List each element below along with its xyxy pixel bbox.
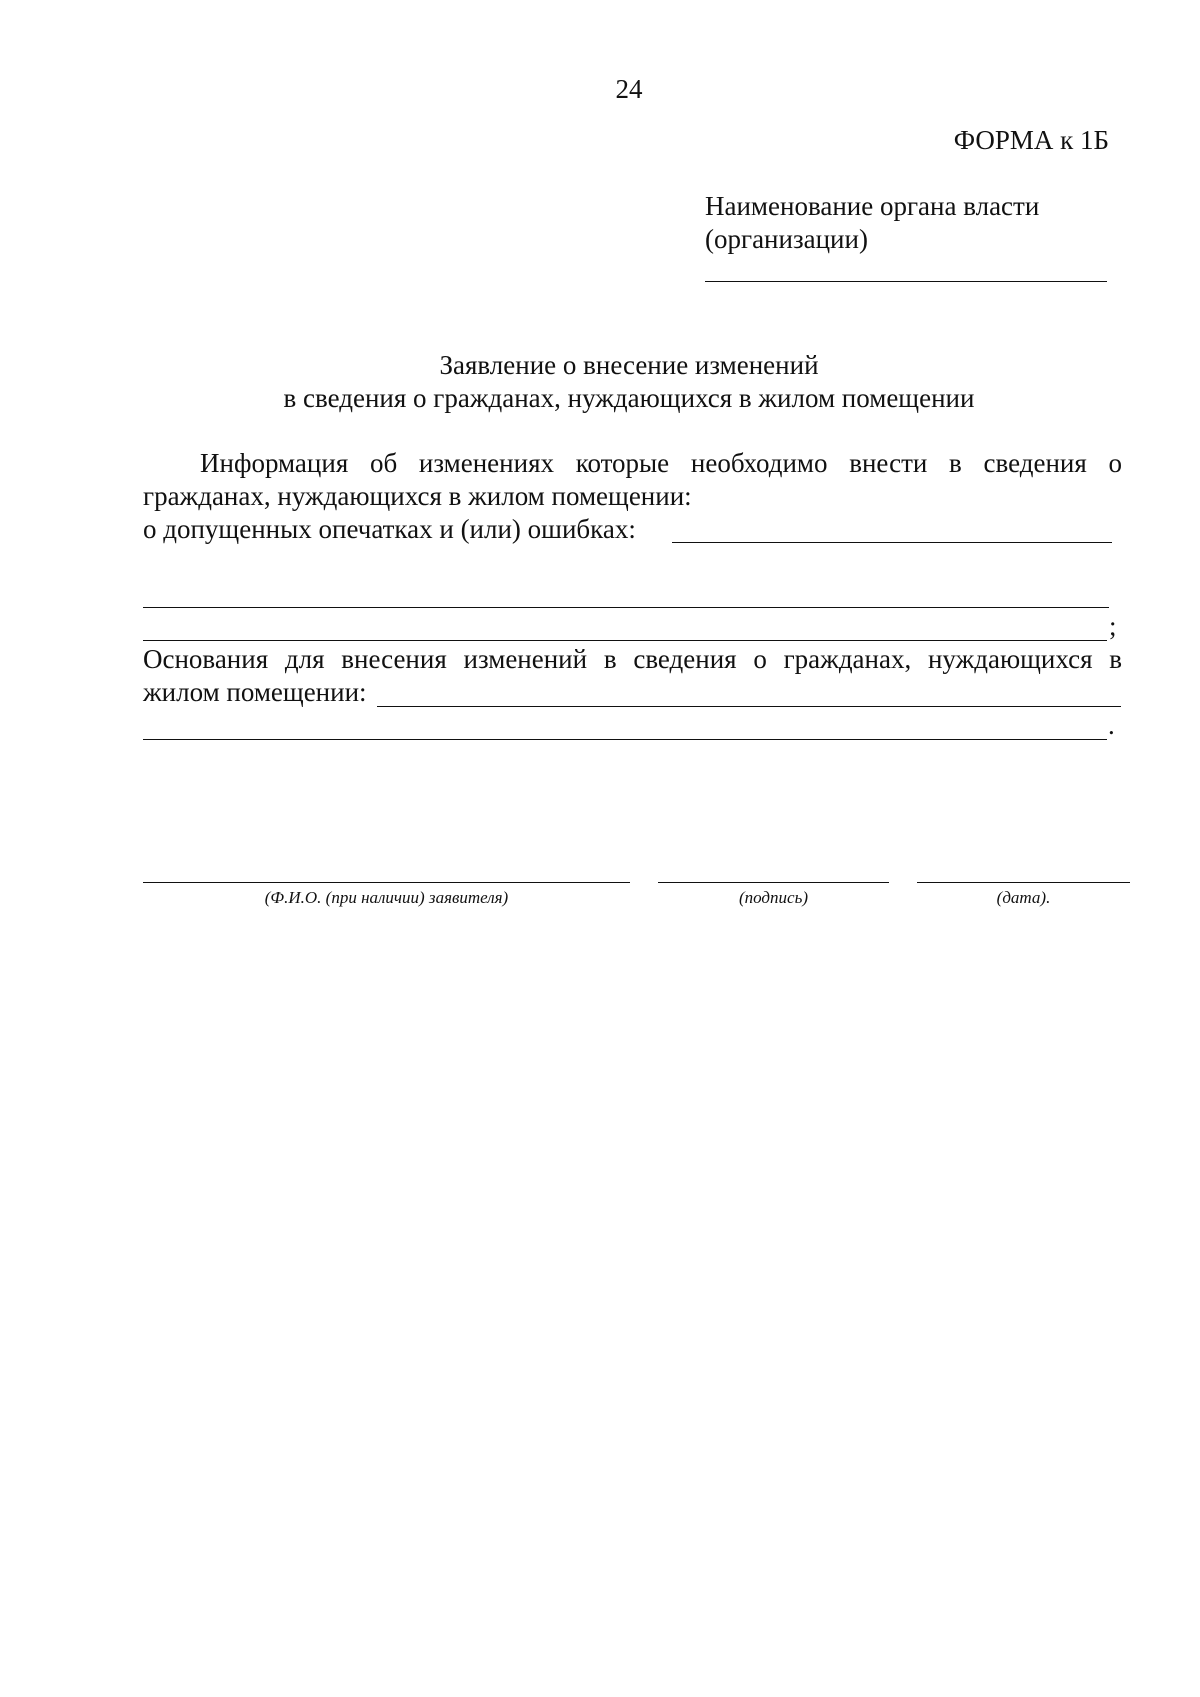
- semicolon: ;: [1109, 611, 1117, 641]
- typos-field-line3[interactable]: [143, 640, 1107, 641]
- page-number: 24: [615, 74, 643, 104]
- grounds-field-line2[interactable]: [143, 739, 1107, 740]
- info-paragraph-line2: гражданах, нуждающихся в жилом помещении:: [143, 481, 692, 511]
- date-field[interactable]: [917, 882, 1130, 883]
- typos-field[interactable]: [672, 542, 1112, 543]
- info-paragraph-line1: Информация об изменениях которые необходимо внести в сведения о: [200, 448, 1122, 478]
- date-caption: (дата).: [996, 888, 1051, 907]
- signature-field[interactable]: [658, 882, 889, 883]
- grounds-field[interactable]: [377, 706, 1121, 707]
- grounds-paragraph-line1: Основания для внесения изменений в сведения о гражданах, нуждающихся в: [143, 644, 1122, 674]
- typos-label: о допущенных опечатках и (или) ошибках:: [143, 514, 636, 544]
- form-label: ФОРМА к 1Б: [953, 125, 1109, 155]
- grounds-label: жилом помещении:: [143, 677, 367, 707]
- authority-name-field[interactable]: [705, 281, 1107, 282]
- period: .: [1108, 710, 1115, 740]
- authority-name-label-cont: (организации): [705, 224, 868, 254]
- document-subtitle: в сведения о гражданах, нуждающихся в жилом помещении: [283, 383, 975, 413]
- applicant-name-field[interactable]: [143, 882, 630, 883]
- signature-caption: (подпись): [739, 888, 808, 907]
- authority-name-label: Наименование органа власти: [705, 191, 1040, 221]
- applicant-name-caption: (Ф.И.О. (при наличии) заявителя): [264, 888, 509, 907]
- typos-field-line2[interactable]: [143, 607, 1109, 608]
- document-title: Заявление о внесение изменений: [439, 350, 819, 380]
